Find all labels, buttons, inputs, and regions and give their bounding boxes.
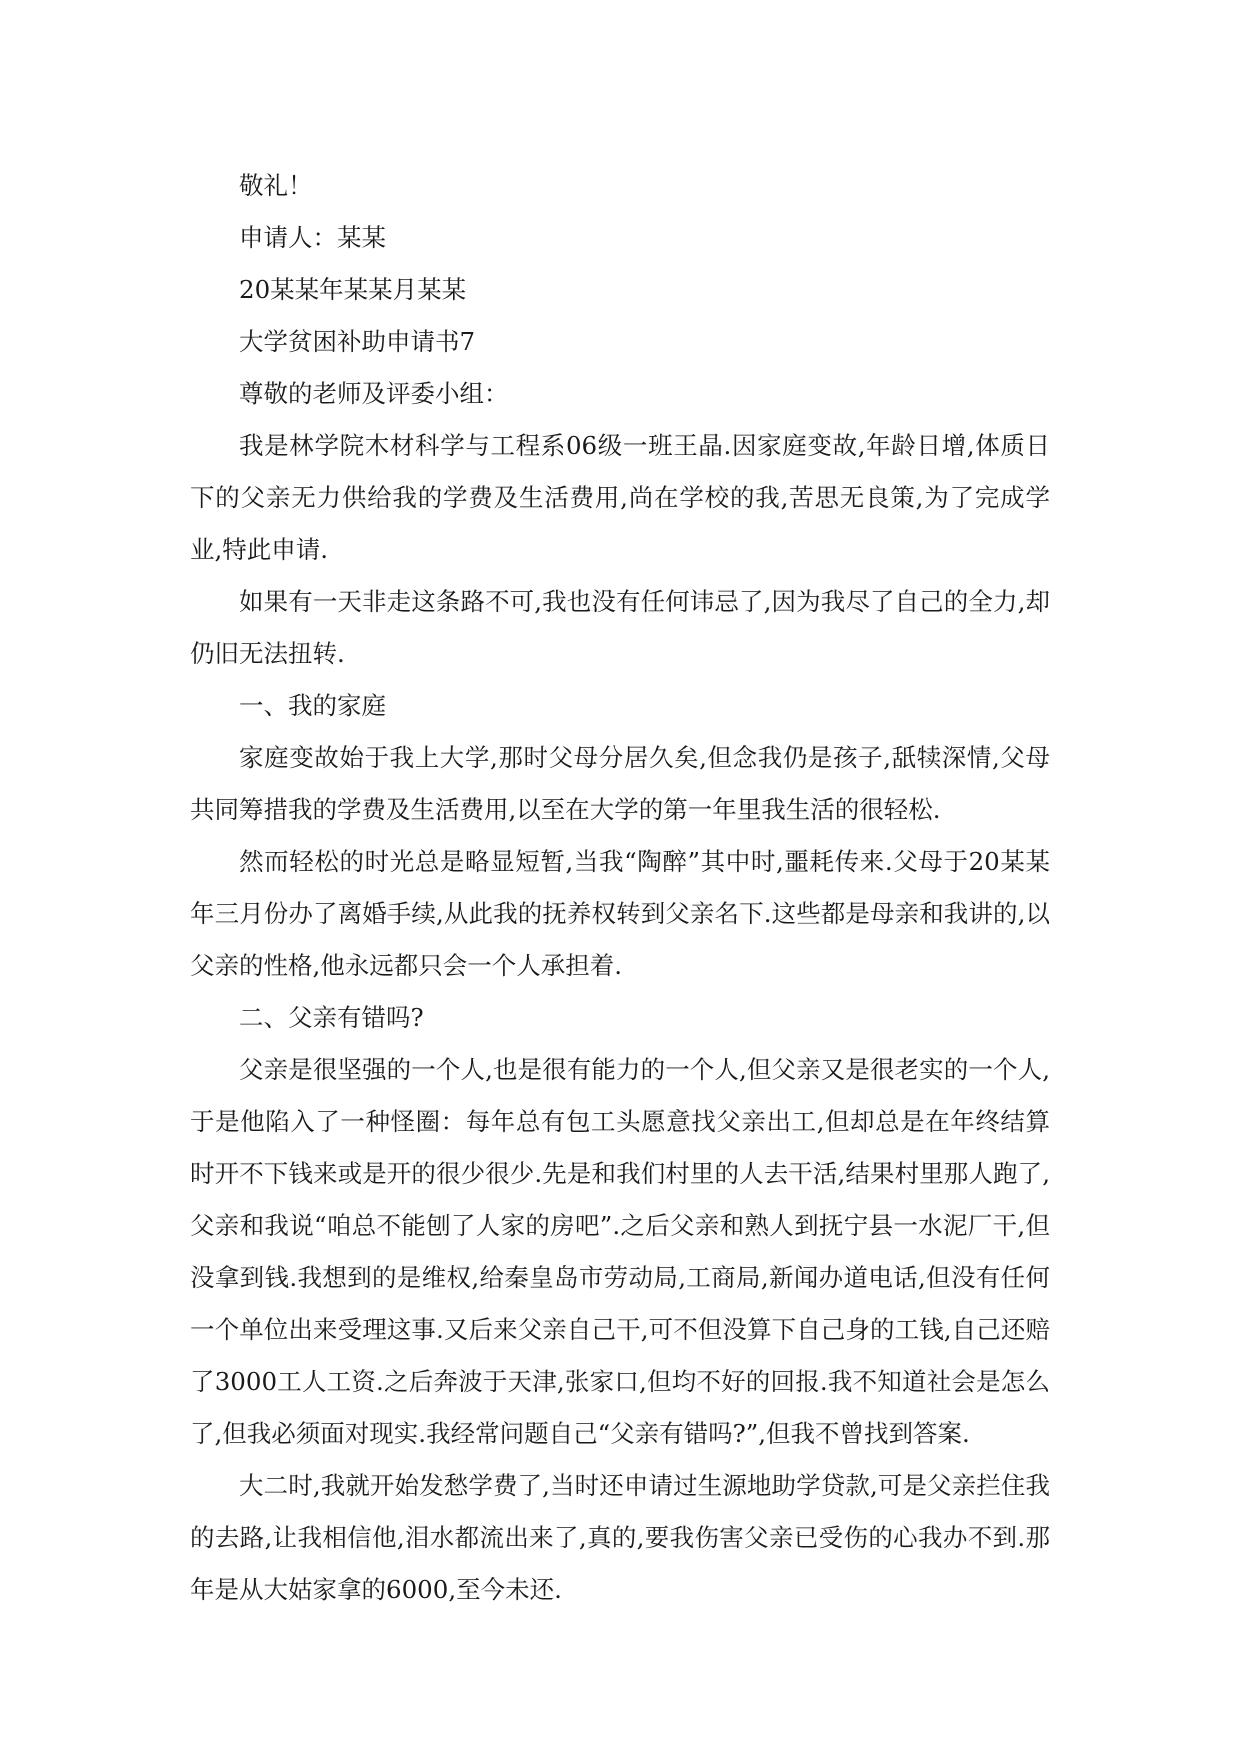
closing-line: 敬礼！ xyxy=(239,171,313,200)
paragraph-father-1: 父亲是很坚强的一个人,也是很有能力的一个人,但父亲又是很老实的一个人,于是他陷入了一种怪圈：每年总有包工头愿意找父亲出工,但却总是在年终结算时开不下钱来或是开的很少很少.先是和我们村里的人去干活,结果村里那人跑了,父亲和我说“咱总不能刨了人家的房吧”.之后父亲和熟人到抚宁县一水泥厂干,但没拿到钱.我想到的是维权,给秦皇岛市劳动局,工商局,新闻办道电话,但没有任何一个单位出来受理这事.又后来父亲自己干,可不但没算下自己身的工钱,自己还赔了3000工人工资.之后奔波于天津,张家口,但均不好的回报.我不知道社会是怎么了,但我必须面对现实.我经常问题自己“父亲有错吗?”,但我不曾找到答案. xyxy=(190,1055,1050,1448)
paragraph-father-2: 大二时,我就开始发愁学费了,当时还申请过生源地助学贷款,可是父亲拦住我的去路,让我相信他,泪水都流出来了,真的,要我伤害父亲已受伤的心我办不到.那年是从大姑家拿的6000,至今未还. xyxy=(190,1471,1050,1604)
applicant-line: 申请人：某某 xyxy=(239,223,386,252)
document-body xyxy=(190,160,1050,1616)
paragraph-intro: 我是林学院木材科学与工程系06级一班王晶.因家庭变故,年龄日增,体质日下的父亲无力供给我的学费及生活费用,尚在学校的我,苦思无良策,为了完成学业,特此申请. xyxy=(190,431,1050,564)
paragraph-family-2: 然而轻松的时光总是略显短暂,当我“陶醉”其中时,噩耗传来.父母于20某某年三月份办了离婚手续,从此我的抚养权转到父亲名下.这些都是母亲和我讲的,以父亲的性格,他永远都只会一个人承担着. xyxy=(190,847,1050,980)
paragraph-family-1: 家庭变故始于我上大学,那时父母分居久矣,但念我仍是孩子,舐犊深情,父母共同筹措我的学费及生活费用,以至在大学的第一年里我生活的很轻松. xyxy=(190,743,1050,824)
letter-title: 大学贫困补助申请书7 xyxy=(239,327,476,356)
date-line: 20某某年某某月某某 xyxy=(239,275,467,304)
section-heading-father: 二、父亲有错吗? xyxy=(239,1003,424,1032)
salutation: 尊敬的老师及评委小组： xyxy=(239,379,509,408)
section-heading-family: 一、我的家庭 xyxy=(239,691,386,720)
paragraph-resolve: 如果有一天非走这条路不可,我也没有任何讳忌了,因为我尽了自己的全力,却仍旧无法扭转. xyxy=(190,587,1050,668)
